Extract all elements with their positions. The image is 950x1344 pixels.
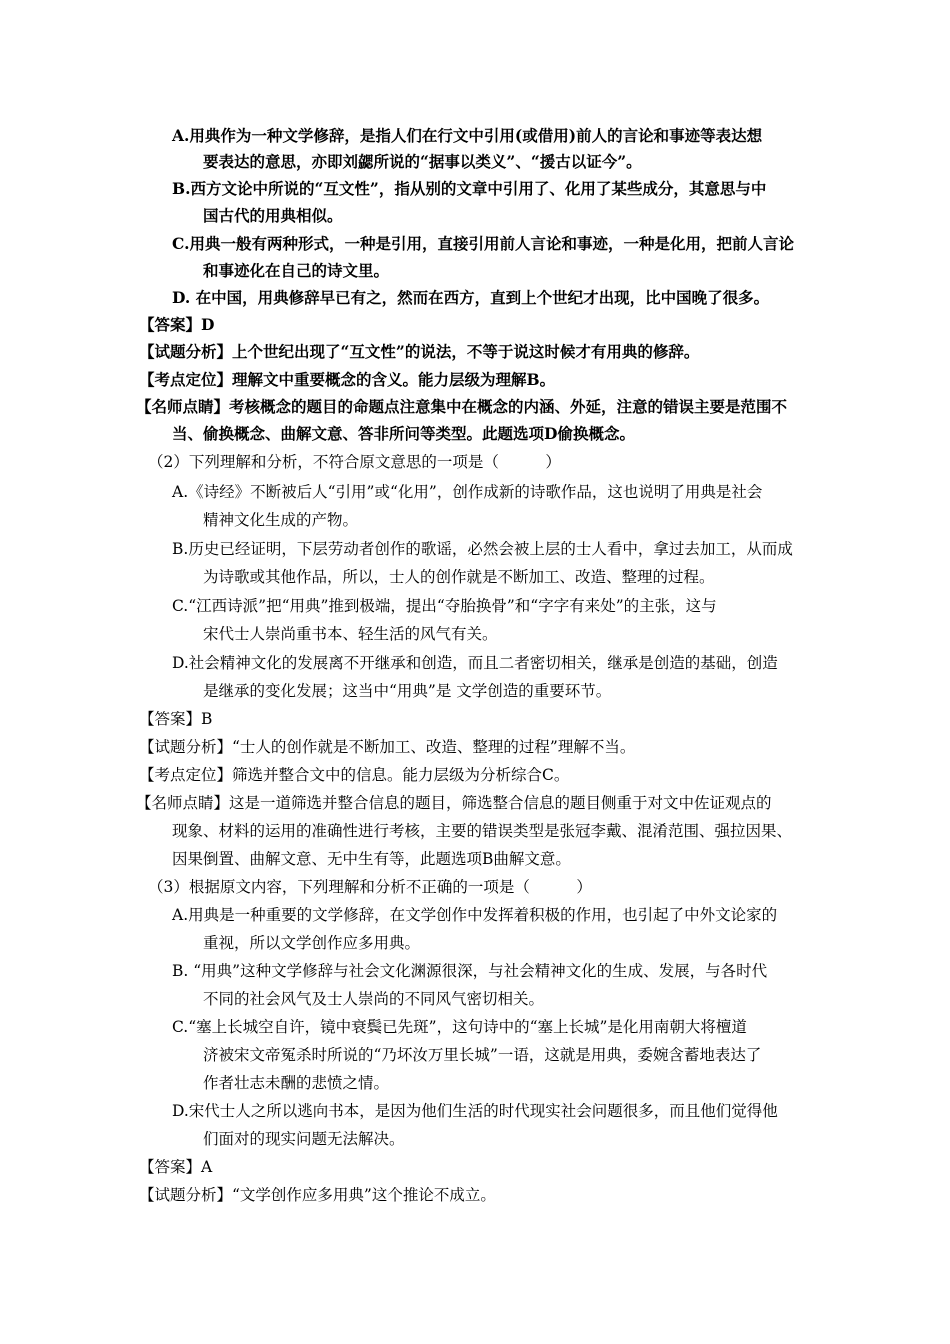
- q3-option-a-cont: 重视，所以文学创作应多用典。: [203, 934, 421, 952]
- q1-option-d: D. 在中国，用典修辞早已有之，然而在西方，直到上个世纪才出现，比中国晚了很多。: [172, 288, 770, 307]
- q2-tips-cont-2: 因果倒置、曲解文意、无中生有等，此题选项B曲解文意。: [172, 850, 571, 868]
- q1-tips: 【名师点睛】考核概念的题目的命题点注意集中在概念的内涵、外延，注意的错误主要是范围不: [136, 397, 788, 416]
- q1-option-b-cont: 国古代的用典相似。: [203, 206, 343, 225]
- q1-option-c-cont: 和事迹化在自己的诗文里。: [203, 261, 390, 280]
- q3-stem: （3）根据原文内容，下列理解和分析不正确的一项是（ ）: [148, 878, 592, 896]
- q2-tips: 【名师点睛】这是一道筛选并整合信息的题目，筛选整合信息的题目侧重于对文中佐证观点的: [136, 794, 772, 812]
- q1-point: 【考点定位】理解文中重要概念的含义。能力层级为理解B。: [139, 370, 556, 389]
- q3-option-c-cont-2: 作者壮志未酬的悲愤之情。: [203, 1074, 390, 1092]
- q1-option-b: B.西方文论中所说的“互文性”，指从别的文章中引用了、化用了某些成分，其意思与中: [172, 179, 767, 198]
- q3-option-c: C.“塞上长城空自许，镜中衰鬓已先斑”，这句诗中的“塞上长城”是化用南朝大将檀道: [172, 1018, 747, 1036]
- q2-option-a: A.《诗经》不断被后人“引用”或“化用”，创作成新的诗歌作品，这也说明了用典是社会: [172, 483, 763, 501]
- q3-option-c-cont: 济被宋文帝冤杀时所说的“乃坏汝万里长城”一语，这就是用典，委婉含蓄地表达了: [203, 1046, 762, 1064]
- q1-tips-cont: 当、偷换概念、曲解文意、答非所问等类型。此题选项D偷换概念。: [172, 424, 635, 443]
- q3-option-d-cont: 们面对的现实问题无法解决。: [203, 1130, 405, 1148]
- q3-analysis: 【试题分析】“文学创作应多用典”这个推论不成立。: [139, 1186, 496, 1204]
- q3-option-b: B. “用典”这种文学修辞与社会文化渊源很深，与社会精神文化的生成、发展，与各时代: [172, 962, 768, 980]
- q3-option-d: D.宋代士人之所以逃向书本，是因为他们生活的时代现实社会问题很多，而且他们觉得他: [172, 1102, 778, 1120]
- q1-option-c: C.用典一般有两种形式，一种是引用，直接引用前人言论和事迹，一种是化用，把前人言论: [172, 234, 794, 253]
- q3-option-b-cont: 不同的社会风气及士人崇尚的不同风气密切相关。: [203, 990, 545, 1008]
- q3-option-a: A.用典是一种重要的文学修辞，在文学创作中发挥着积极的作用，也引起了中外文论家的: [172, 906, 778, 924]
- q1-answer: 【答案】D: [139, 315, 215, 334]
- q3-answer: 【答案】A: [139, 1158, 213, 1176]
- q1-option-a-cont: 要表达的意思，亦即刘勰所说的“据事以类义”、“援古以证今”。: [203, 152, 642, 171]
- q2-option-d-cont: 是继承的变化发展；这当中“用典”是 文学创造的重要环节。: [203, 682, 612, 700]
- q2-option-b: B.历史已经证明，下层劳动者创作的歌谣，必然会被上层的士人看中，拿过去加工，从而成: [172, 540, 793, 558]
- q2-option-a-cont: 精神文化生成的产物。: [203, 511, 359, 529]
- q2-answer: 【答案】B: [139, 710, 213, 728]
- q2-tips-cont: 现象、材料的运用的准确性进行考核，主要的错误类型是张冠李戴、混淆范围、强拉因果、: [172, 822, 793, 840]
- q1-option-a: A.用典作为一种文学修辞，是指人们在行文中引用(或借用)前人的言论和事迹等表达想: [172, 126, 763, 145]
- q1-analysis: 【试题分析】上个世纪出现了“互文性”的说法，不等于说这时候才有用典的修辞。: [139, 342, 700, 361]
- q2-option-d: D.社会精神文化的发展离不开继承和创造，而且二者密切相关，继承是创造的基础，创造: [172, 654, 778, 672]
- q2-option-c-cont: 宋代士人崇尚重书本、轻生活的风气有关。: [203, 625, 498, 643]
- q2-analysis: 【试题分析】“士人的创作就是不断加工、改造、整理的过程”理解不当。: [139, 738, 636, 756]
- q2-option-b-cont: 为诗歌或其他作品，所以，士人的创作就是不断加工、改造、整理的过程。: [203, 568, 715, 586]
- q2-point: 【考点定位】筛选并整合文中的信息。能力层级为分析综合C。: [139, 766, 570, 784]
- q2-option-c: C.“江西诗派”把“用典”推到极端，提出“夺胎换骨”和“字字有来处”的主张，这与: [172, 597, 717, 615]
- q2-stem: （2）下列理解和分析，不符合原文意思的一项是（ ）: [148, 453, 561, 471]
